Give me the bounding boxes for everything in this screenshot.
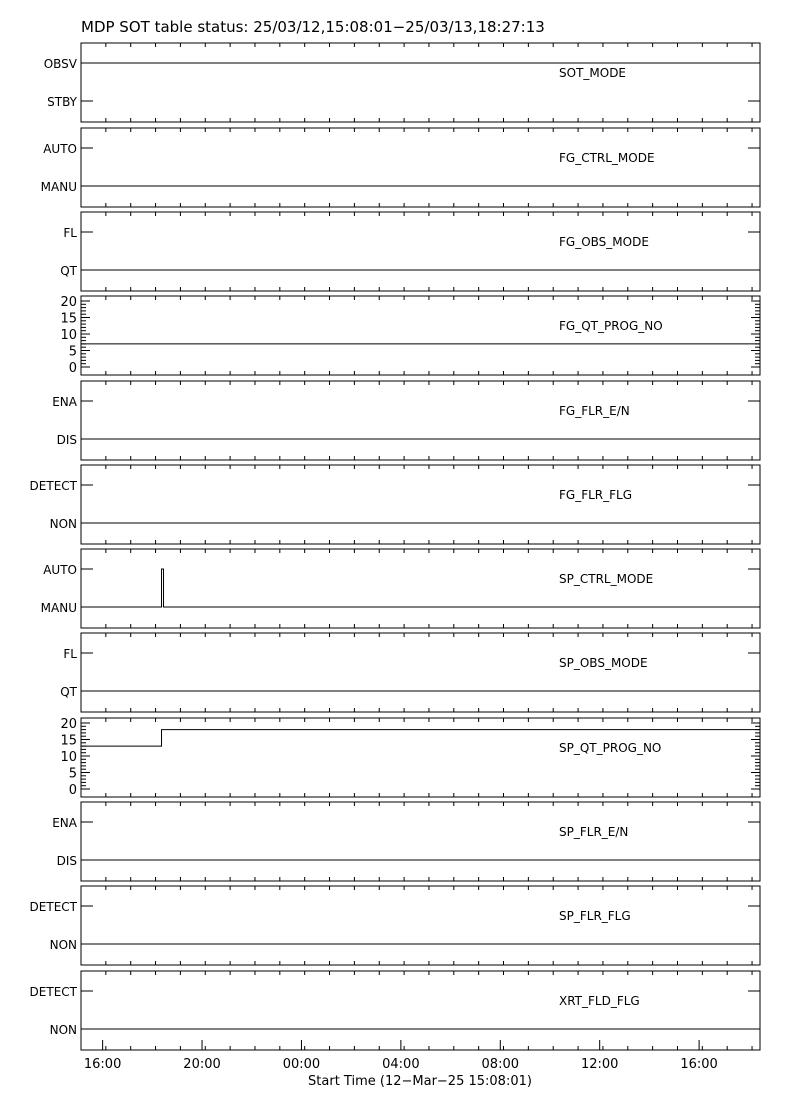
panel-fg-ctrl-mode bbox=[41, 128, 760, 207]
panel-name-label: SP_FLR_E/N bbox=[559, 825, 629, 839]
y-level-label: ENA bbox=[52, 816, 77, 830]
y-tick-label: 10 bbox=[60, 750, 77, 765]
panels-group bbox=[30, 43, 760, 1050]
panel-sp-obs-mode bbox=[60, 633, 760, 712]
x-tick-label: 12:00 bbox=[580, 1057, 619, 1072]
y-tick-label: 0 bbox=[68, 783, 77, 798]
panel-sp-qt-prog-no bbox=[60, 717, 760, 798]
x-tick-label: 08:00 bbox=[481, 1057, 520, 1072]
y-tick-label: 15 bbox=[60, 311, 77, 327]
panel-name-label: FG_QT_PROG_NO bbox=[559, 319, 663, 333]
x-axis-label: Start Time (12−Mar−25 15:08:01) bbox=[308, 1074, 532, 1089]
panel-sp-flr-flg bbox=[30, 886, 760, 965]
y-level-label: DETECT bbox=[29, 900, 77, 914]
panel-fg-qt-prog-no bbox=[60, 295, 760, 376]
panel-name-label: FG_FLR_E/N bbox=[559, 404, 630, 418]
y-level-label: MANU bbox=[40, 180, 77, 194]
x-axis bbox=[84, 1040, 718, 1072]
y-level-label: MANU bbox=[40, 601, 77, 615]
y-level-label: AUTO bbox=[43, 142, 77, 156]
panel-name-label: SP_FLR_FLG bbox=[559, 909, 631, 923]
panel-frame bbox=[81, 549, 760, 628]
y-level-label: NON bbox=[49, 1023, 77, 1037]
panel-name-label: XRT_FLD_FLG bbox=[559, 994, 640, 1008]
y-level-label: OBSV bbox=[43, 57, 77, 71]
panel-frame bbox=[81, 465, 760, 544]
panel-name-label: FG_CTRL_MODE bbox=[559, 151, 655, 165]
y-level-label: FL bbox=[63, 226, 77, 240]
y-level-label: STBY bbox=[47, 95, 77, 109]
panel-frame bbox=[81, 886, 760, 965]
y-tick-label: 20 bbox=[60, 717, 77, 732]
panel-fg-obs-mode bbox=[60, 212, 760, 291]
panel-name-label: SP_CTRL_MODE bbox=[559, 572, 654, 586]
y-level-label: ENA bbox=[52, 395, 77, 409]
panel-frame bbox=[81, 43, 760, 122]
y-level-label: NON bbox=[49, 938, 77, 952]
y-tick-label: 10 bbox=[60, 328, 77, 343]
x-tick-label: 00:00 bbox=[282, 1057, 321, 1072]
panel-sp-ctrl-mode bbox=[41, 549, 760, 628]
x-tick-label: 20:00 bbox=[183, 1057, 221, 1072]
y-level-label: DIS bbox=[56, 433, 77, 447]
y-tick-label: 20 bbox=[60, 295, 77, 310]
panel-name-label: FG_FLR_FLG bbox=[559, 488, 633, 502]
panel-frame bbox=[81, 128, 760, 207]
x-tick-label: 16:00 bbox=[680, 1057, 718, 1072]
y-level-label: DIS bbox=[56, 854, 77, 868]
panel-name-label: SP_QT_PROG_NO bbox=[559, 741, 662, 755]
chart-title: MDP SOT table status: 25/03/12,15:08:01−25/03/13,18:27:13 bbox=[81, 18, 545, 36]
panel-xrt-fld-flg bbox=[30, 971, 760, 1050]
panel-frame bbox=[81, 971, 760, 1050]
panel-name-label: SP_OBS_MODE bbox=[559, 656, 648, 670]
y-level-label: FL bbox=[63, 647, 77, 661]
panel-frame bbox=[81, 212, 760, 291]
panel-sp-flr-e-n bbox=[52, 802, 760, 881]
panel-frame bbox=[81, 381, 760, 460]
y-tick-label: 5 bbox=[68, 766, 77, 782]
panel-frame bbox=[81, 296, 760, 375]
y-level-label: DETECT bbox=[29, 985, 77, 999]
y-level-label: QT bbox=[60, 264, 77, 278]
x-tick-label: 04:00 bbox=[382, 1057, 420, 1072]
y-level-label: DETECT bbox=[29, 479, 77, 493]
panel-name-label: SOT_MODE bbox=[559, 66, 627, 80]
x-tick-label: 16:00 bbox=[83, 1057, 122, 1072]
panel-fg-flr-flg bbox=[30, 465, 760, 544]
y-level-label: NON bbox=[49, 517, 77, 531]
y-level-label: QT bbox=[60, 685, 77, 699]
panel-frame bbox=[81, 802, 760, 881]
y-level-label: AUTO bbox=[43, 563, 77, 577]
y-tick-label: 15 bbox=[60, 733, 77, 749]
y-tick-label: 0 bbox=[68, 361, 77, 376]
series-line bbox=[81, 569, 760, 607]
panel-sot-mode bbox=[44, 43, 760, 122]
panel-fg-flr-e-n bbox=[52, 381, 760, 460]
panel-frame bbox=[81, 633, 760, 712]
panel-name-label: FG_OBS_MODE bbox=[559, 235, 649, 249]
y-tick-label: 5 bbox=[68, 344, 77, 360]
